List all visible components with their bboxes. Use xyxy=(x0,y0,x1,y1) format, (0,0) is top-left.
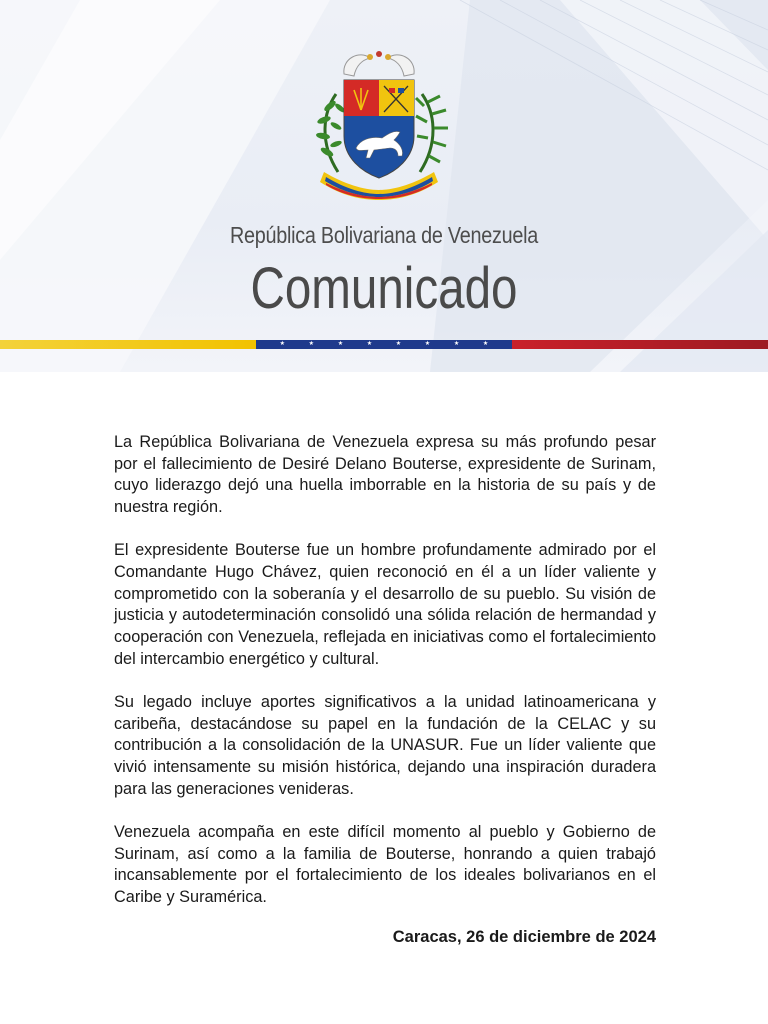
star-icon: ★ xyxy=(279,341,286,347)
body-paragraph: Su legado incluye aportes significativos a la unidad latinoamericana y caribeña, destacándose su papel en la fundación de la CELAC y su contribución a la consolidación de la UNASUR. Fue un líder valiente que vivió intensamente su misión histórica, dejando una inspiración duradera para las generaciones venideras. xyxy=(114,693,656,798)
flag-color-band xyxy=(0,340,768,349)
star-icon: ★ xyxy=(424,341,431,347)
coat-of-arms-of-venezuela-icon xyxy=(304,44,454,204)
star-icon: ★ xyxy=(395,341,402,347)
flag-blue-stripe xyxy=(256,340,512,349)
star-icon: ★ xyxy=(482,341,489,347)
body-paragraph: Venezuela acompaña en este difícil momento al pueblo y Gobierno de Surinam, así como a la familia de Bouterse, honrando a quien trabajó incansablemente por el fortalecimiento de los ideales bolivarianos en el Caribe y Suramérica. xyxy=(114,823,656,907)
star-icon: ★ xyxy=(337,341,344,347)
document-title: Comunicado xyxy=(250,256,518,321)
flag-red-stripe xyxy=(512,340,768,349)
issuing-government-name: República Bolivariana de Venezuela xyxy=(230,222,538,248)
letterhead xyxy=(0,0,768,372)
communique-body xyxy=(114,432,656,930)
star-icon: ★ xyxy=(308,341,315,347)
flag-yellow-stripe xyxy=(0,340,256,349)
body-paragraph: La República Bolivariana de Venezuela expresa su más profundo pesar por el fallecimiento de Desiré Delano Bouterse, expresidente de Surinam, cuyo liderazgo dejó una huella imborrable en la historia de su país y de nuestra región. xyxy=(114,433,656,517)
star-icon: ★ xyxy=(366,341,373,347)
place-and-date: Caracas, 26 de diciembre de 2024 xyxy=(392,928,656,946)
body-paragraph: El expresidente Bouterse fue un hombre profundamente admirado por el Comandante Hugo Chávez, quien reconoció en él a un líder valiente y comprometido con la soberanía y el desarrollo de su pueblo. Su visión de justicia y autodeterminación consolidó una sólida relación de hermandad y cooperación con Venezuela, reflejada en iniciativas como el fortalecimiento del intercambio energético y cultural. xyxy=(114,541,656,668)
star-icon: ★ xyxy=(453,341,460,347)
